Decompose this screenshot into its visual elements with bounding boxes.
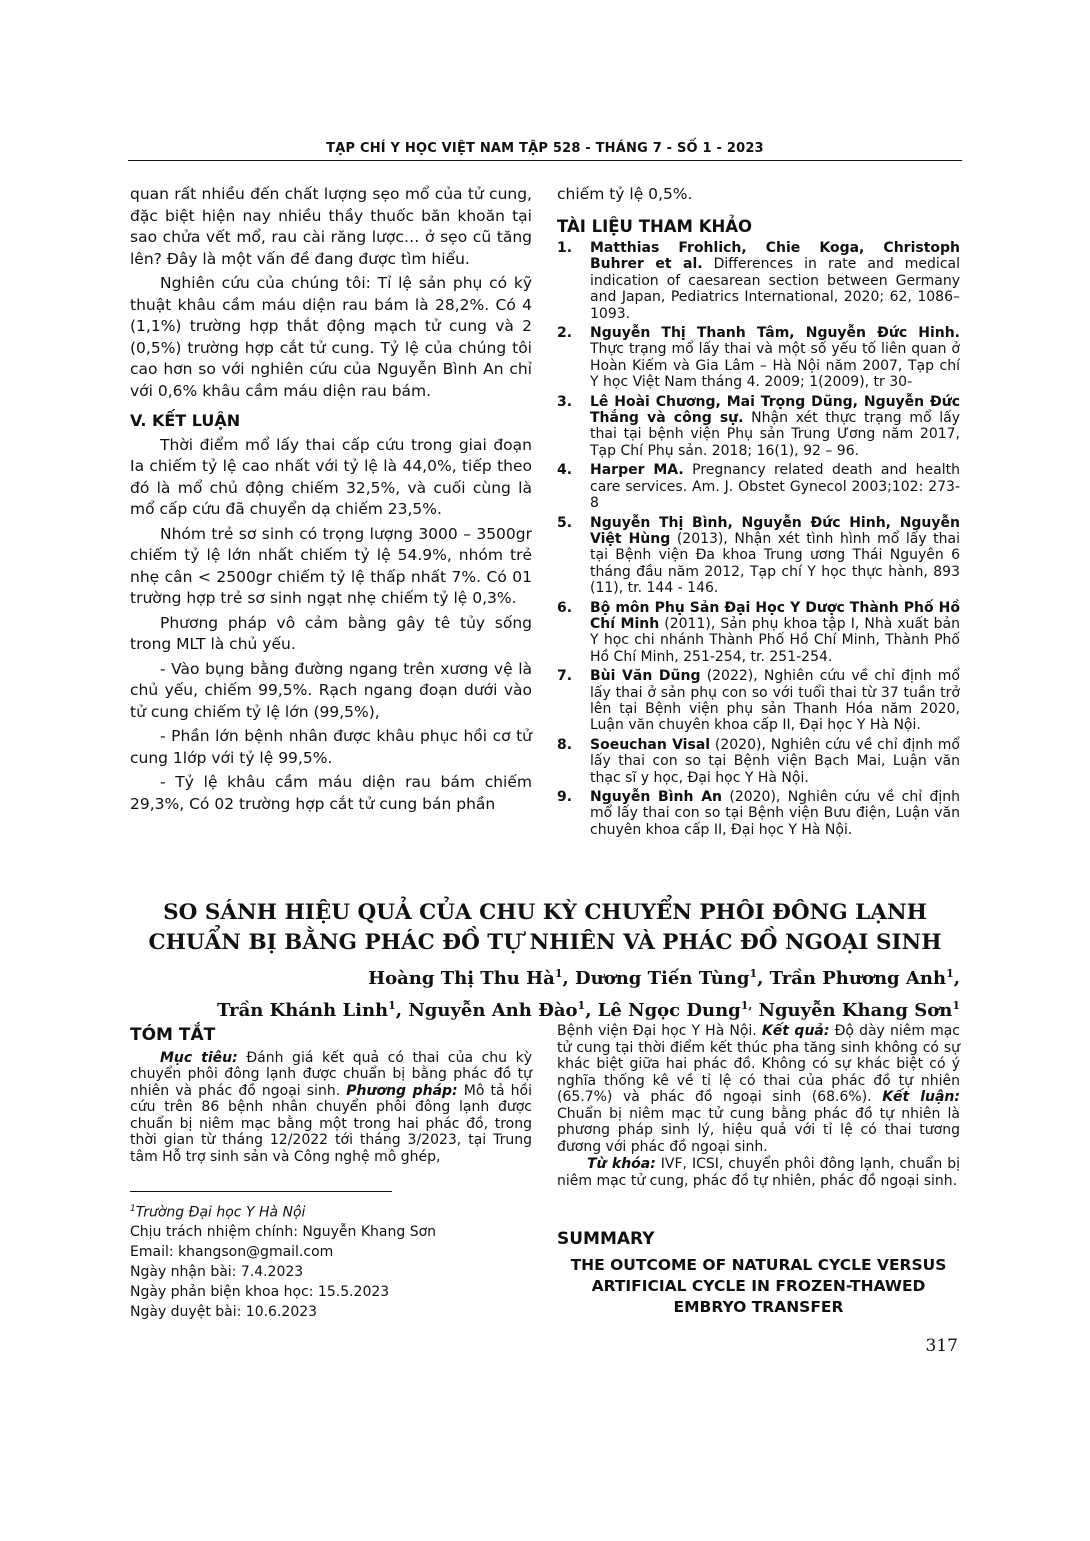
reference-authors: Bùi Văn Dũng — [590, 668, 701, 685]
reference-item — [557, 394, 960, 460]
article-title-line: SO SÁNH HIỆU QUẢ CỦA CHU KỲ CHUYỂN PHÔI ĐÔNG LẠNH — [163, 900, 927, 925]
abstract-paragraph — [130, 1050, 532, 1166]
author-separator: , — [585, 1000, 598, 1021]
author-affiliation-mark: 1 — [388, 999, 396, 1012]
reference-authors: Harper MA. — [590, 462, 684, 479]
article-title-line: CHUẨN BỊ BẰNG PHÁC ĐỒ TỰ NHIÊN VÀ PHÁC ĐỒ NGOẠI SINH — [148, 930, 942, 955]
accepted-date: Ngày duyệt bài: 10.6.2023 — [130, 1303, 318, 1320]
summary-title-line: ARTIFICIAL CYCLE IN FROZEN-THAWED — [591, 1277, 926, 1295]
page-number: 317 — [925, 1336, 958, 1356]
left-body-column — [130, 184, 532, 818]
abstract-heading: TÓM TẮT — [130, 1025, 216, 1045]
review-date: Ngày phản biện khoa học: 15.5.2023 — [130, 1283, 390, 1300]
reference-text: (2022), Nghiên cứu về chỉ định mổ lấy thai ở sản phụ con so với tuổi thai từ 37 tuần trở lên tại Bệnh viện phụ sản Thanh Hóa năm 2020, Luận văn chuyên khoa cấp II, Đại học Y Hà Nội. — [590, 668, 960, 734]
conclusion-paragraph: - Phần lớn bệnh nhân được khâu phục hồi cơ tử cung 1lớp với tỷ lệ 99,5%. — [130, 727, 532, 767]
author-separator: , — [395, 1000, 409, 1021]
reference-authors: Nguyễn Thị Thanh Tâm, Nguyễn Đức Hinh. — [590, 325, 960, 342]
reference-number: 4. — [557, 462, 573, 479]
author-separator: , — [953, 968, 960, 989]
author-affiliation-mark: 1 — [952, 999, 960, 1012]
reference-authors: Lê Hoài Chương, Mai Trọng Dũng, Nguyễn Đức Thắng và công sự. — [590, 393, 960, 427]
reference-text: (2011), Sản phụ khoa tập I, Nhà xuất bản Y học chi nhánh Thành Phố Hồ Chí Minh, Thành Phố Hồ Chí Minh, 251-254, tr. 251-254. — [590, 615, 960, 665]
affiliation-mark: 1 — [130, 1204, 136, 1214]
running-header: TẠP CHÍ Y HỌC VIỆT NAM TẬP 528 - THÁNG 7 - SỐ 1 - 2023 — [326, 141, 764, 156]
result-text: Độ dày niêm mạc tử cung tại thời điểm kết thúc pha tăng sinh không có sự khác biệt giữa hai phác đồ. Không có sự khác biệt có ý nghĩa thống kê về tỉ lệ có thai của phác đồ tự nhiên (65.7%) và phác đồ ngoại sinh (68.6%). — [557, 1023, 960, 1105]
author-affiliation-mark: 1 — [749, 967, 758, 980]
article-title — [128, 898, 962, 958]
author-name: Lê Ngọc Dung — [597, 1000, 741, 1021]
summary-title — [557, 1255, 960, 1318]
reference-number: 8. — [557, 736, 573, 753]
abstract-left — [130, 1027, 532, 1165]
author-name: Hoàng Thị Thu Hà — [368, 968, 555, 989]
reference-item — [557, 789, 960, 838]
conclusion-heading: V. KẾT LUẬN — [130, 411, 241, 430]
continuation-text: chiếm tỷ lệ 0,5%. — [557, 185, 693, 203]
reference-text: (2013), Nhận xét tình hình mổ lấy thai tại Bệnh viện Đa khoa Trung ương Thái Nguyên 6 tháng đầu năm 2012, Tạp chí Y học thực hành, 893 (11), tr. 144 - 146. — [590, 530, 961, 597]
keywords-text: IVF, ICSI, chuyển phôi đông lạnh, chuẩn bị niêm mạc tử cung, phác đồ tự nhiên, phác đồ ngoại sinh. — [557, 1156, 960, 1189]
author-list — [126, 960, 960, 1024]
reference-item — [557, 515, 960, 597]
author-separator: , — [562, 968, 576, 989]
reference-authors: Matthias Frohlich, Chie Koga, Christoph Buhrer et al. — [590, 240, 960, 273]
method-label: Phương pháp: — [346, 1082, 458, 1099]
reference-authors: Soeuchan Visal — [590, 736, 711, 753]
author-separator: , — [757, 968, 770, 989]
contact-email: Email: khangson@gmail.com — [130, 1244, 334, 1261]
affiliation-text: Trường Đại học Y Hà Nội — [135, 1204, 306, 1221]
author-name: Nguyễn Anh Đào — [408, 1000, 578, 1021]
reference-number: 6. — [557, 599, 573, 616]
reference-authors: Nguyễn Thị Bình, Nguyễn Đức Hinh, Nguyễn Việt Hùng — [590, 514, 960, 547]
conclusion-text: Chuẩn bị niêm mạc tử cung bằng phác đồ tự nhiên là phương pháp sinh lý, hiệu quả với tỉ lệ có thai tương đương với phác đồ ngoại sinh. — [557, 1105, 960, 1155]
method-text: Mô tả hồi cứu trên 86 bệnh nhân chuyển phôi đông lạnh được chuẩn bị niêm mạc bằng một trong hai phác đồ, trong thời gian từ tháng 12/2022 tới tháng 3/2023, tại Trung tâm Hỗ trợ sinh sản và Công nghệ mô ghép, — [130, 1082, 532, 1165]
author-name: Nguyễn Khang Sơn — [758, 1000, 953, 1021]
objective-label: Mục tiêu: — [160, 1049, 238, 1066]
keywords-label: Từ khóa: — [587, 1156, 656, 1172]
right-body-column — [557, 184, 960, 841]
author-name: Trần Khánh Linh — [217, 1000, 389, 1021]
reference-number: 9. — [557, 789, 573, 805]
reference-number: 7. — [557, 668, 573, 685]
abstract-continuation: Bệnh viện Đại học Y Hà Nội. — [557, 1023, 762, 1039]
reference-text: (2020), Nghiên cứu về chỉ định mổ lấy thai con so tại Bệnh viện Bạch Mai, Luận văn thạc sĩ y học, Đại học Y Hà Nội. — [590, 736, 960, 786]
reference-text: Pregnancy related death and health care services. Am. J. Obstet Gynecol 2003;102: 273-8 — [590, 462, 960, 512]
reference-number: 1. — [557, 240, 573, 256]
reference-item — [557, 240, 960, 322]
references-heading: TÀI LIỆU THAM KHẢO — [557, 216, 753, 236]
summary-heading: SUMMARY — [557, 1229, 655, 1249]
result-label: Kết quả: — [761, 1023, 830, 1039]
reference-item — [557, 600, 960, 666]
abstract-paragraph — [557, 1023, 960, 1155]
reference-authors: Bộ môn Phụ Sản Đại Học Y Dược Thành Phố Hồ Chí Minh — [590, 599, 960, 632]
header-rule — [128, 160, 962, 161]
responsible-author: Chịu trách nhiệm chính: Nguyễn Khang Sơn — [130, 1224, 437, 1241]
reference-item — [557, 668, 960, 734]
reference-item — [557, 737, 960, 786]
reference-text: Nhận xét thực trạng mổ lấy thai tại bệnh viện Phụ sản Trung Ương năm 2017, Tạp Chí Phụ sản. 2018; 16(1), 92 – 96. — [590, 410, 960, 459]
reference-number: 3. — [557, 393, 573, 410]
reference-text: Differences in rate and medical indication of caesarean section between Germany and Japan, Pediatrics International, 2020; 62, 1086–1093. — [590, 256, 960, 322]
reference-authors: Nguyễn Bình An — [590, 789, 723, 805]
abstract-right — [557, 1023, 960, 1189]
affiliation-note — [130, 1200, 532, 1223]
author-affiliation-mark: 1, — [740, 999, 753, 1012]
objective-text: Đánh giá kết quả có thai của chu kỳ chuyển phôi đông lạnh được chuẩn bị bằng phác đồ tự nhiên và phác đồ ngoại sinh. — [130, 1049, 532, 1099]
conclusion-paragraph: Phương pháp vô cảm bằng gây tê tủy sống trong MLT là chủ yếu. — [130, 613, 532, 653]
reference-item — [557, 462, 960, 511]
reference-item — [557, 325, 960, 391]
reference-number: 5. — [557, 514, 573, 531]
reference-list — [557, 240, 960, 838]
received-date: Ngày nhận bài: 7.4.2023 — [130, 1264, 304, 1281]
author-line — [126, 960, 960, 992]
discussion-paragraph: Nghiên cứu của chúng tôi: Tỉ lệ sản phụ có kỹ thuật khâu cầm máu diện rau bám là 28,2%. Có 4 (1,1%) trường hợp thắt động mạch tử cung và 2 (0,5%) trường hợp cắt tử cung. Tỷ lệ của chúng tôi cao hơn so với nghiên cứu của Nguyễn Bình An chỉ với 0,6% khâu cầm máu diện rau bám. — [130, 274, 532, 400]
footnotes — [130, 1200, 532, 1322]
author-affiliation-mark: 1 — [946, 967, 954, 980]
conclusion-paragraph: Nhóm trẻ sơ sinh có trọng lượng 3000 – 3500gr chiếm tỷ lệ lớn nhất chiếm tỷ lệ 54.9%, nhóm trẻ nhẹ cân < 2500gr chiếm tỷ lệ thấp nhất 7%. Có 01 trường hợp trẻ sơ sinh ngạt nhẹ chiếm tỷ lệ 0,3%. — [130, 524, 532, 607]
author-affiliation-mark: 1 — [554, 967, 563, 980]
conclusion-paragraph: - Vào bụng bằng đường ngang trên xương vệ là chủ yếu, chiếm 99,5%. Rạch ngang đoạn dưới vào tử cung chiếm tỷ lệ lớn (99,5%), — [130, 659, 532, 721]
author-line — [126, 992, 960, 1024]
discussion-paragraph: quan rất nhiều đến chất lượng sẹo mổ của tử cung, đặc biệt hiện nay nhiều thầy thuốc băn khoăn tại sao chửa vết mổ, rau cài răng lược… ở sẹo cũ tăng lên? Đây là một vấn đề đang được tìm hiểu. — [130, 185, 532, 268]
keywords-paragraph — [557, 1156, 960, 1189]
author-name: Trần Phương Anh — [769, 968, 947, 989]
footnote-rule — [130, 1191, 392, 1192]
reference-text: Thực trạng mổ lấy thai và một số yếu tố liên quan ở Hoàn Kiếm và Gia Lâm – Hà Nội năm 2007, Tạp chí Y học Việt Nam tháng 4. 2009; 1(2009), tr 30- — [590, 341, 960, 391]
summary-title-line: THE OUTCOME OF NATURAL CYCLE VERSUS — [570, 1256, 947, 1274]
author-name: Dương Tiến Tùng — [575, 968, 750, 989]
reference-text: (2020), Nghiên cứu về chỉ định mổ lấy thai con so tại Bệnh viện Bưu điện, Luận văn chuyên khoa cấp II, Đại học Y Hà Nội. — [590, 789, 960, 838]
conclusion-paragraph: - Tỷ lệ khâu cầm máu diện rau bám chiếm 29,3%, Có 02 trường hợp cắt tử cung bán phần — [130, 773, 532, 813]
conclusion-label: Kết luận: — [882, 1089, 960, 1105]
summary-title-line: EMBRYO TRANSFER — [673, 1298, 844, 1316]
conclusion-paragraph: Thời điểm mổ lấy thai cấp cứu trong giai đoạn Ia chiếm tỷ lệ cao nhất với tỷ lệ là 44,0%, tiếp theo đó là mổ chủ động chiếm 32,5%, và cuối cùng là mổ cấp cứu đã chuyển dạ chiếm 23,5%. — [130, 435, 532, 518]
author-affiliation-mark: 1 — [577, 999, 586, 1012]
reference-number: 2. — [557, 325, 573, 342]
